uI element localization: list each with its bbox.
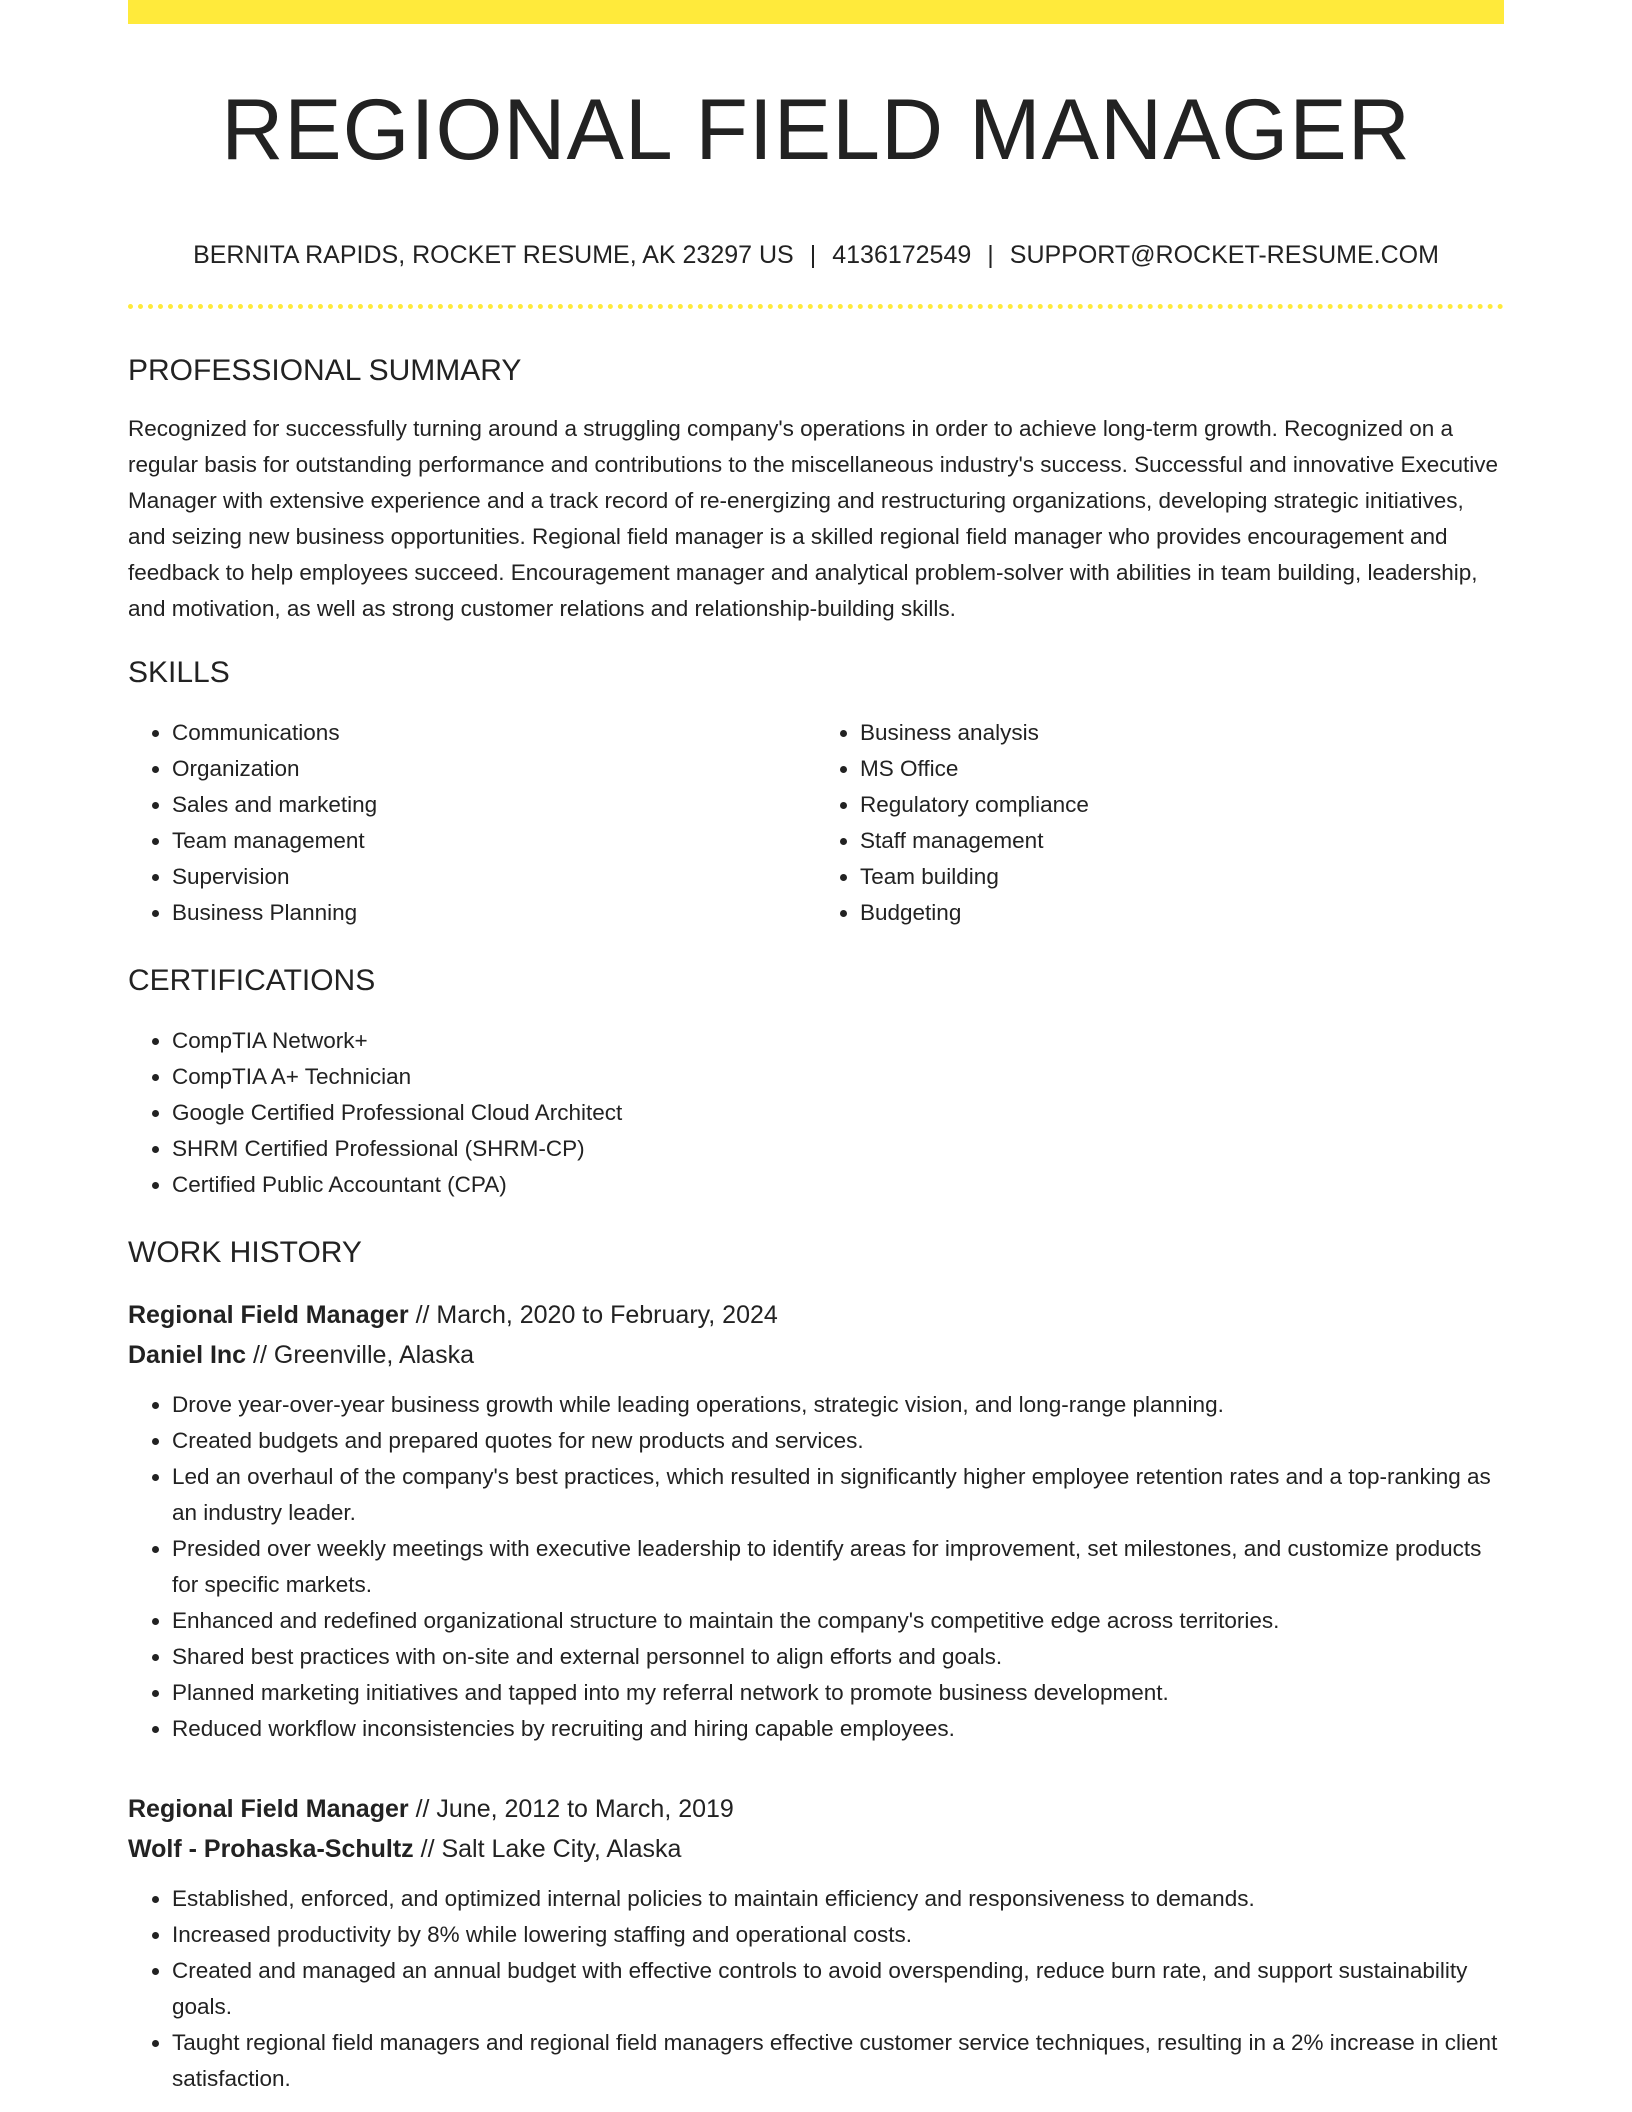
certification-item: • Google Certified Professional Cloud Architect — [172, 1095, 1504, 1131]
skill-item: • Team management — [172, 823, 816, 859]
job-bullet-list — [128, 1387, 1504, 1747]
resume-name: REGIONAL FIELD MANAGER — [221, 82, 1411, 178]
job-bullet: • Enhanced and redefined organizational structure to maintain the company's competitive edge across territories. — [172, 1603, 1504, 1639]
dotted-divider — [128, 304, 1504, 309]
skills-columns — [128, 715, 1504, 931]
job-company: Daniel Inc — [128, 1340, 247, 1369]
job-bullet-list — [128, 1881, 1504, 2097]
job-bullet: • Taught regional field managers and regional field managers effective customer service techniques, resulting in a 2% increase in client satisfaction. — [172, 2025, 1504, 2097]
skill-item: • Business analysis — [860, 715, 1504, 751]
contact-email[interactable]: SUPPORT@ROCKET-RESUME.COM — [1009, 240, 1439, 269]
skill-item: • Sales and marketing — [172, 787, 816, 823]
contact-phone: 4136172549 — [832, 240, 972, 269]
job-bullet: • Created and managed an annual budget with effective controls to avoid overspending, reduce burn rate, and support sustainability goals. — [172, 1953, 1504, 2025]
skill-item: • Team building — [860, 859, 1504, 895]
job-location: // Greenville, Alaska — [253, 1340, 474, 1369]
skill-item: • Staff management — [860, 823, 1504, 859]
skills-right-list — [816, 715, 1504, 931]
skills-left-list — [128, 715, 816, 931]
job-bullet: • Planned marketing initiatives and tapped into my referral network to promote business development. — [172, 1675, 1504, 1711]
skill-item: • Budgeting — [860, 895, 1504, 931]
job-bullet: • Shared best practices with on-site and external personnel to align efforts and goals. — [172, 1639, 1504, 1675]
certification-item: • Certified Public Accountant (CPA) — [172, 1167, 1504, 1203]
job-bullet: • Established, enforced, and optimized internal policies to maintain efficiency and responsiveness to demands. — [172, 1881, 1504, 1917]
job-dates: // June, 2012 to March, 2019 — [415, 1794, 734, 1823]
contact-separator: | — [809, 240, 817, 269]
job-bullet: • Increased productivity by 8% while lowering staffing and operational costs. — [172, 1917, 1504, 1953]
skill-item: • MS Office — [860, 751, 1504, 787]
job-company-line — [128, 1829, 1504, 1869]
skill-item: • Supervision — [172, 859, 816, 895]
job-bullet: • Created budgets and prepared quotes for new products and services. — [172, 1423, 1504, 1459]
accent-bar — [128, 0, 1504, 24]
contact-address: BERNITA RAPIDS, ROCKET RESUME, AK 23297 US — [193, 240, 794, 269]
job-company-line — [128, 1335, 1504, 1375]
job-bullet: • Drove year-over-year business growth while leading operations, strategic vision, and long-range planning. — [172, 1387, 1504, 1423]
skill-item: • Business Planning — [172, 895, 816, 931]
job-role: Regional Field Manager — [128, 1300, 409, 1329]
skill-item: • Regulatory compliance — [860, 787, 1504, 823]
job-company: Wolf - Prohaska-Schultz — [128, 1834, 414, 1863]
certifications-heading: CERTIFICATIONS — [128, 963, 376, 997]
job-role: Regional Field Manager — [128, 1794, 409, 1823]
resume-page — [128, 0, 1504, 2097]
job-title-line — [128, 1789, 1504, 1829]
contact-line — [128, 238, 1504, 272]
work-history-heading: WORK HISTORY — [128, 1235, 362, 1269]
job-location: // Salt Lake City, Alaska — [420, 1834, 682, 1863]
job-dates: // March, 2020 to February, 2024 — [415, 1300, 778, 1329]
certifications-list — [128, 1023, 1504, 1203]
job-bullet: • Presided over weekly meetings with executive leadership to identify areas for improvement, set milestones, and customize products for specific markets. — [172, 1531, 1504, 1603]
job-title-line — [128, 1295, 1504, 1335]
summary-text: Recognized for successfully turning around a struggling company's operations in order to achieve long-term growth. Recognized on a regular basis for outstanding performance and contributions to the miscellaneous industry's success. Successful and innovative Executive Manager with extensive experience and a track record of re-energizing and restructuring organizations, developing strategic initiatives, and seizing new business opportunities. Regional field manager is a skilled regional field manager who provides encouragement and feedback to help employees succeed. Encouragement manager and analytical problem-solver with abilities in team building, leadership, and motivation, as well as strong customer relations and relationship-building skills. — [128, 415, 1499, 621]
certification-item: • CompTIA Network+ — [172, 1023, 1504, 1059]
skills-heading: SKILLS — [128, 655, 230, 689]
job-entry — [128, 1789, 1504, 2097]
contact-separator: | — [987, 240, 994, 269]
job-entry — [128, 1295, 1504, 1747]
skill-item: • Organization — [172, 751, 816, 787]
skill-item: • Communications — [172, 715, 816, 751]
certification-item: • SHRM Certified Professional (SHRM-CP) — [172, 1131, 1504, 1167]
job-bullet: • Led an overhaul of the company's best practices, which resulted in significantly higher employee retention rates and a top-ranking as an industry leader. — [172, 1459, 1504, 1531]
summary-heading: PROFESSIONAL SUMMARY — [128, 353, 522, 387]
job-bullet: • Reduced workflow inconsistencies by recruiting and hiring capable employees. — [172, 1711, 1504, 1747]
certification-item: • CompTIA A+ Technician — [172, 1059, 1504, 1095]
